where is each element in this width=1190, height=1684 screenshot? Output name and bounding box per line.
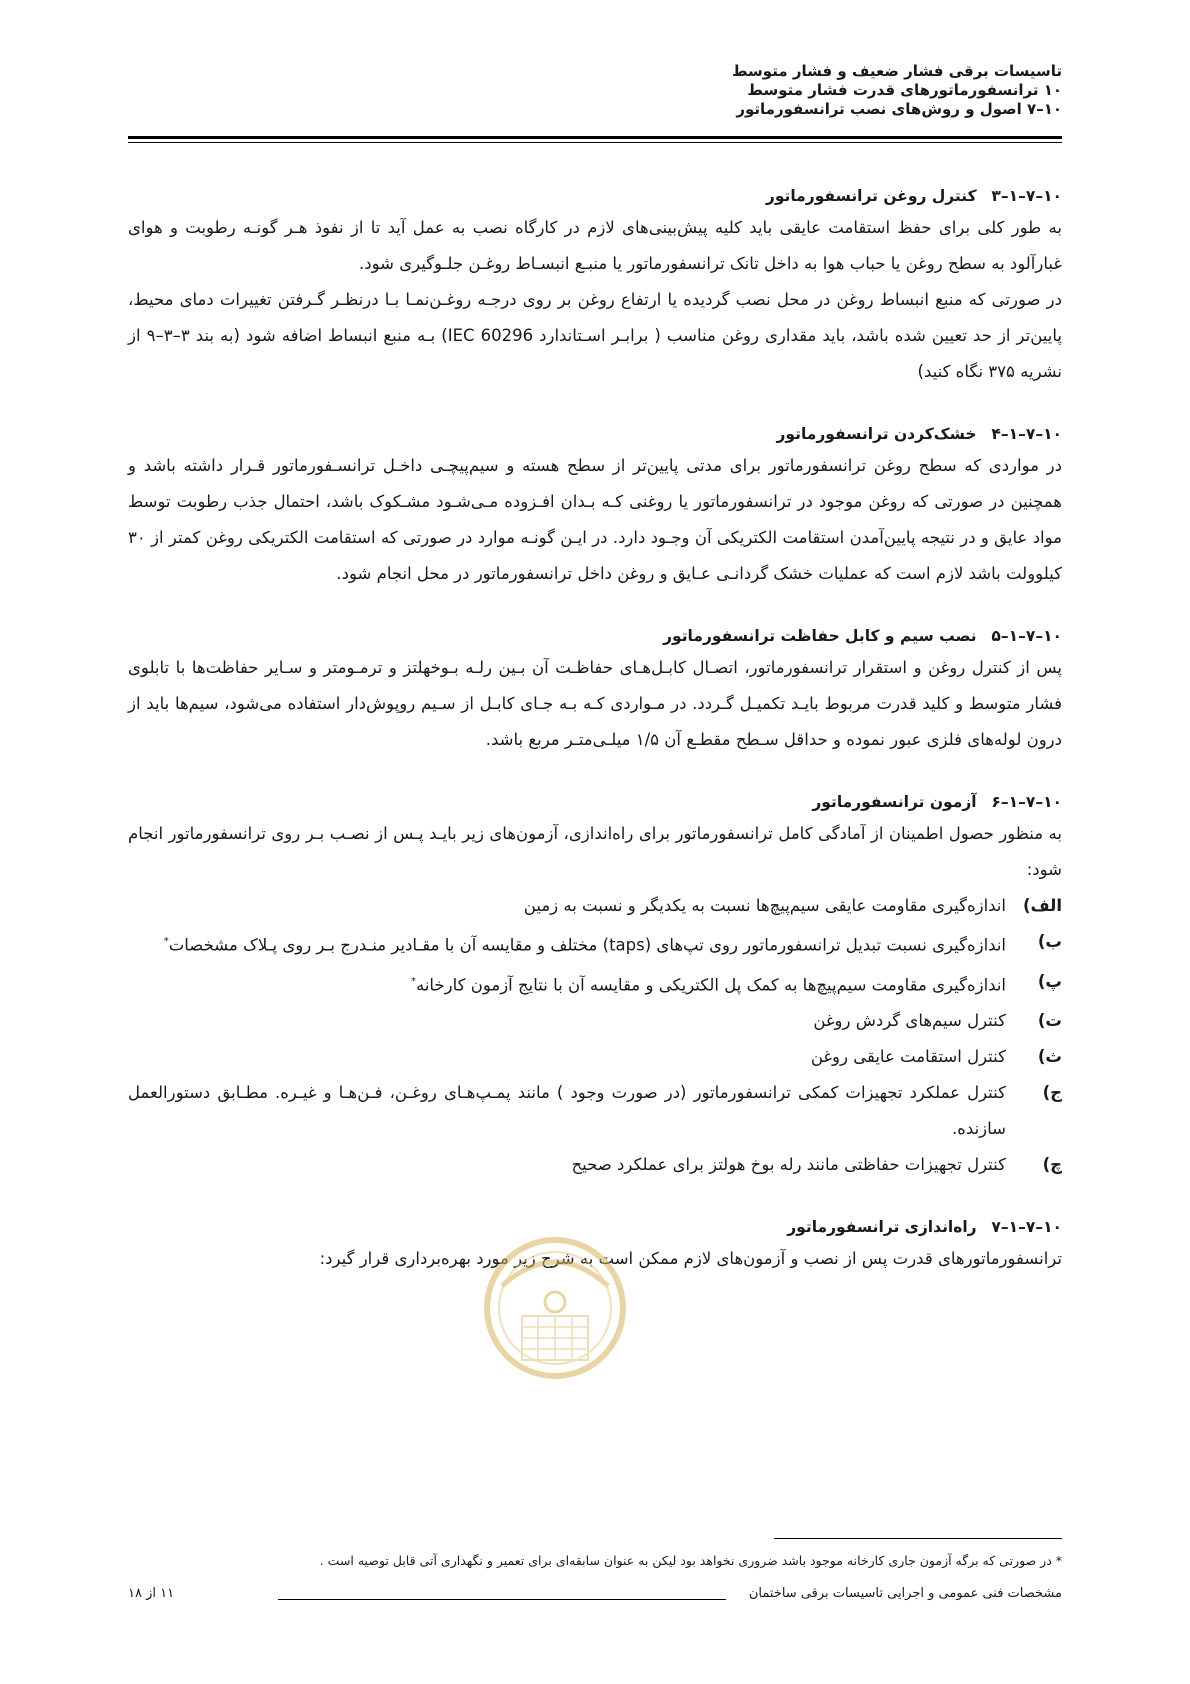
footnote: * در صورتی که برگه آزمون جاری کارخانه موجود باشد ضروری نخواهد بود لیکن به عنوان سابقه‌ای برای تعمیر و نگهداری آتی قابل توصیه است . <box>319 1553 1062 1568</box>
list-item-text: اندازه‌گیری نسبت تبدیل ترانسفورماتور روی تپ‌های (taps) مختلف و مقایسه آن با مقـادیر منـدرج بـر روی پـلاک مشخصات <box>168 935 1006 955</box>
paragraph: در مواردی که سطح روغن ترانسفورماتور برای مدتی پایین‌تر از سطح هسته و سیم‌پیچـی داخـل ترانسـفورماتور قـرار داشته باشد و همچنین در صورتی که روغن موجود در ترانسفورماتور یا روغنی کـه بـدان افـزوده مـی‌شـود مشـکوک باشد، احتمال جذب رطوبت توسط مواد عایق و در نتیجه پایین‌آمدن استقامت الکتریکی آن وجـود دارد. در ایـن گونـه موارد در صورتی که استقامت الکتریکی روغن کمتر از ۳۰ کیلوولت باشد لازم است که عملیات خشک گردانـی عـایق و روغن داخل ترانسفورماتور در محل انجام شود. <box>128 456 1062 583</box>
list-item-label: ث) <box>1037 1047 1062 1066</box>
list-item <box>128 1003 1062 1039</box>
list-item-label: ب) <box>1037 932 1062 951</box>
section-title: خشک‌کردن ترانسفورماتور <box>776 425 977 443</box>
list-item <box>128 964 1062 1004</box>
footer-title: مشخصات فنی عمومی و اجرایی تاسیسات برقی ساختمان <box>748 1586 1062 1601</box>
section-testing <box>128 788 1062 1183</box>
list-item-label: ت) <box>1037 1011 1062 1030</box>
header-rule-thick <box>128 136 1062 139</box>
list-item <box>128 1075 1062 1147</box>
footnote-marker: * <box>410 975 416 987</box>
paragraph: به طور کلی برای حفظ استقامت عایقی باید کلیه پیش‌بینی‌های لازم در کارگاه نصب به عمل آید تا از نفوذ هـر گونـه رطوبت و هوای غبارآلود به سطح روغن یا حباب هوا به داخل تانک ترانسفورماتور یا منبـع انبسـاط روغـن جلـوگیری شود. <box>128 218 1062 273</box>
list-item-label: چ) <box>1042 1155 1062 1174</box>
page-header <box>128 62 1062 119</box>
paragraph: ترانسفورماتورهای قدرت پس از نصب و آزمون‌های لازم ممکن است به شرح زیر مورد بهره‌برداری قرار گیرد: <box>319 1249 1062 1268</box>
list-item-text: اندازه‌گیری مقاومت سیم‌پیچ‌ها به کمک پل الکتریکی و مقایسه آن با نتایج آزمون کارخانه <box>415 975 1006 994</box>
header-line-1: تاسیسات برقی فشار ضعیف و فشار متوسط <box>731 62 1062 80</box>
list-item-label: الف) <box>1022 896 1062 915</box>
list-item <box>128 1039 1062 1075</box>
list-item-text: کنترل استقامت عایقی روغن <box>810 1047 1006 1066</box>
list-item-text: کنترل تجهیزات حفاظتی مانند رله بوخ هولتز برای عملکرد صحیح <box>571 1155 1006 1174</box>
paragraph: در صورتی که منبع انبساط روغن در محل نصب گردیده یا ارتفاع روغن بر روی درجـه روغـن‌نمـا بـا درنظـر گـرفتن تغییرات دمای محیط، پایین‌تر از حد تعیین شده باشد، باید مقداری روغن مناسب ( برابـر اسـتاندارد IEC 60296) بـه منبع انبساط اضافه شود (به بند ۳–۳–۹ از نشریه ۳۷۵ نگاه کنید) <box>128 290 1062 381</box>
footnote-marker: * <box>163 936 169 947</box>
watermark-logo <box>480 1228 630 1388</box>
list-item-text: اندازه‌گیری مقاومت عایقی سیم‌پیچ‌ها نسبت به یکدیگر و نسبت به زمین <box>523 896 1006 915</box>
section-heading <box>128 182 1062 210</box>
list-item <box>128 888 1062 924</box>
paragraph: پس از کنترل روغن و استقرار ترانسفورماتور، اتصـال کابـل‌هـای حفاظـت آن بـین رلـه بـوخهلتز و ترمـومتر و سـایر حفاظت‌ها با تابلوی فشار متوسط و کلید قدرت مربوط بایـد تکمیـل گـردد. در مـواردی کـه بـه جـای کابـل از سـیم روپوش‌دار استفاده می‌شود، سیم‌ها باید از درون لوله‌های فلزی عبور نموده و حداقل سـطح مقطـع آن ۱/۵ میلـی‌متـر مربع باشد. <box>128 658 1062 749</box>
section-protection-cable <box>128 622 1062 758</box>
list-item-text: کنترل عملکرد تجهیزات کمکی ترانسفورماتور (در صورت وجود ) مانند پمـپ‌هـای روغـن، فـن‌هـا و غیـره. مطـابق دستورالعمل سازنده. <box>128 1083 1006 1138</box>
section-title: نصب سیم و کابل حفاظت ترانسفورماتور <box>663 627 977 645</box>
list-item <box>128 924 1062 964</box>
section-heading <box>128 420 1062 448</box>
section-number: ۱۰–۷–۱–۵ <box>991 627 1062 645</box>
section-oil-control <box>128 182 1062 390</box>
test-list <box>128 888 1062 1183</box>
list-item-label: ج) <box>1042 1083 1062 1102</box>
header-line-3: ۱۰–۷ اصول و روش‌های نصب ترانسفورماتور <box>736 100 1062 118</box>
list-item <box>128 1147 1062 1183</box>
section-title: آزمون ترانسفورماتور <box>812 793 977 811</box>
section-number: ۱۰–۷–۱–۴ <box>991 425 1062 443</box>
section-heading <box>128 622 1062 650</box>
footer-rule <box>278 1599 726 1600</box>
section-number: ۱۰–۷–۱–۶ <box>991 793 1062 811</box>
section-title: راه‌اندازی ترانسفورماتور <box>787 1218 977 1236</box>
list-item-text: کنترل سیم‌های گردش روغن <box>813 1011 1006 1030</box>
list-item-label: پ) <box>1037 971 1062 991</box>
footnote-rule <box>774 1538 1062 1539</box>
header-rule-thin <box>128 142 1062 143</box>
section-title: کنترل روغن ترانسفورماتور <box>765 187 977 205</box>
main-content <box>128 182 1062 1307</box>
page-number: ۱۱ از ۱۸ <box>128 1586 175 1601</box>
section-heading <box>128 788 1062 816</box>
section-number: ۱۰–۷–۱–۳ <box>991 187 1062 205</box>
section-drying <box>128 420 1062 592</box>
paragraph: به منظور حصول اطمینان از آمادگی کامل ترانسفورماتور برای راه‌اندازی، آزمون‌های زیر بایـد پـس از نصـب بـر روی ترانسفورماتور انجام شود: <box>128 824 1062 879</box>
header-line-2: ۱۰ ترانسفورماتورهای قدرت فشار متوسط <box>747 81 1062 99</box>
section-number: ۱۰–۷–۱–۷ <box>991 1218 1062 1236</box>
